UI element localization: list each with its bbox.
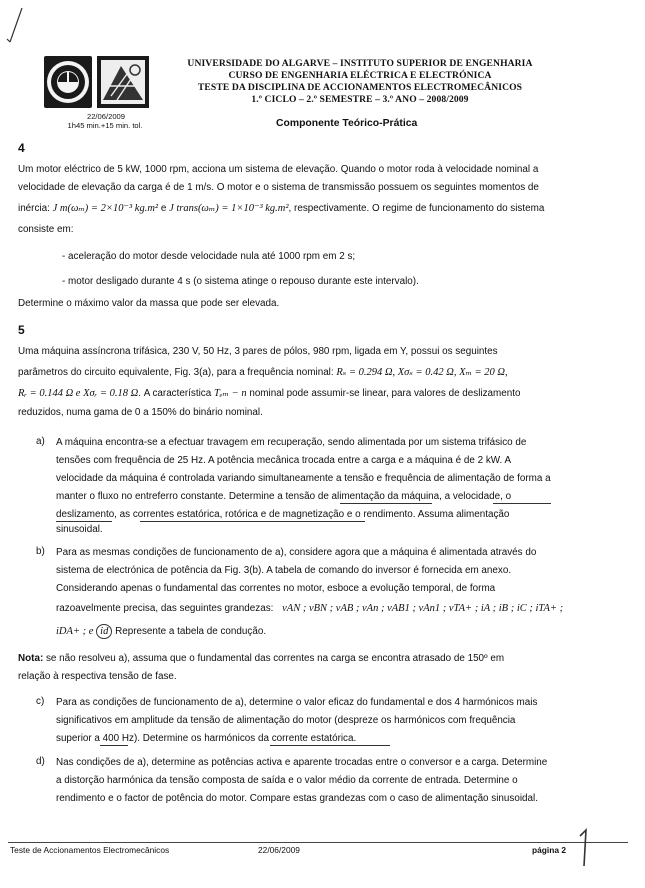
q5-rotor-params: Rᵣ = 0.144 Ω e Xσᵣ = 0.18 Ω	[18, 388, 139, 399]
circled-id: id	[96, 624, 112, 639]
part-b-line: Para as mesmas condições de funcionamento de a), considere agora que a máquina é alimentada através do	[56, 547, 537, 558]
pen-underline	[270, 745, 390, 746]
question-5-number: 5	[18, 323, 25, 337]
pen-underline	[56, 521, 112, 522]
part-d-label: d)	[36, 756, 45, 767]
part-b-last-vars: iDA+ ; e	[56, 626, 94, 637]
part-b-label: b)	[36, 546, 45, 557]
university-logo	[44, 56, 92, 108]
footer-rule	[8, 842, 628, 843]
pen-underline	[493, 503, 551, 504]
university-seal-icon	[44, 56, 92, 108]
q4-inertia-label: inércia:	[18, 203, 50, 214]
part-a-label: a)	[36, 436, 45, 447]
note-line-1	[18, 652, 504, 665]
footer-date: 22/06/2009	[258, 845, 300, 855]
q5-torque-speed: Tₑₘ − n	[213, 388, 247, 399]
header-duration: 1h45 min.+15 min. tol.	[67, 121, 143, 130]
part-a-line: velocidade da máquina é controlada variando simultaneamente a tensão e frequência de alimentação de forma a	[56, 473, 551, 484]
q5-line-4: reduzidos, numa gama de 0 a 150% do binário nominal.	[18, 407, 263, 418]
q5-line-3-rest: nominal pode assumir-se linear, para valores de deslizamento	[249, 388, 521, 399]
q5-line-3	[18, 387, 521, 400]
q4-closing: Determine o máximo valor da massa que pode ser elevada.	[18, 298, 280, 309]
institute-logo	[97, 56, 149, 108]
q5-line-2	[18, 366, 508, 379]
q4-line-4: consiste em:	[18, 224, 74, 235]
part-d-line: rendimento e o factor de potência do motor. Compare estas grandezas com o caso de alimentação sinusoidal.	[56, 793, 538, 804]
q5-characteristic: . A característica	[138, 388, 212, 399]
pen-underline	[140, 521, 365, 522]
q5-stator-params: Rₛ = 0.294 Ω, Xσₛ = 0.42 Ω, Xₘ = 20 Ω,	[336, 367, 508, 378]
q4-line-3	[18, 202, 544, 215]
header-test: TESTE DA DISCIPLINA DE ACCIONAMENTOS ELECTROMECÂNICOS	[197, 82, 523, 93]
part-c-label: c)	[36, 696, 45, 707]
part-a-line: tensões com frequência de 25 Hz. A potência mecânica trocada entre a carga e a máquina é de 2 kW. A	[56, 455, 512, 466]
header-cycle: 1.º CICLO – 2.º SEMESTRE – 3.º ANO – 2008/2009	[251, 94, 469, 105]
part-a-line: deslizamento, as correntes estatórica, rotórica e de magnetização e o rendimento. Assuma alimentação	[56, 509, 510, 520]
handwritten-page-number-icon	[574, 826, 594, 870]
q4-motor-inertia: J m(ωₘ) = 2×10⁻³ kg.m²	[52, 203, 159, 214]
footer-title: Teste de Accionamentos Electromecânicos	[10, 845, 170, 855]
part-a-line: sinusoidal.	[56, 524, 103, 535]
q4-and: e	[160, 203, 167, 214]
part-a-line: manter o fluxo no entreferro constante. Determine a tensão de alimentação da máquina, a velocidade, o	[56, 491, 512, 502]
q4-line-2: velocidade de elevação da carga é de 1 m/s. O motor e o sistema de transmissão possuem os seguintes momentos de	[18, 182, 539, 193]
pen-underline	[100, 745, 128, 746]
component-title: Componente Teórico-Prática	[276, 118, 418, 129]
part-b-last-line	[56, 624, 266, 639]
q4-bullet-1: - aceleração do motor desde velocidade nula até 1000 rpm em 2 s;	[62, 251, 356, 262]
q4-line-3-rest: , respectivamente. O regime de funcionamento do sistema	[288, 203, 545, 214]
part-a-line: A máquina encontra-se a efectuar travagem em recuperação, sendo alimentada por um sistema trifásico de	[56, 437, 527, 448]
question-4-number: 4	[18, 141, 25, 155]
part-c-line: Para as condições de funcionamento de a), determine o valor eficaz do fundamental e dos 4 harmónicos mais	[56, 697, 538, 708]
q5-line-1: Uma máquina assíncrona trifásica, 230 V, 50 Hz, 3 pares de pólos, 980 rpm, ligada em Y, possui os seguintes	[18, 346, 498, 357]
pen-underline	[340, 503, 432, 504]
part-b-vars-line	[56, 602, 563, 615]
q5-params-text: parâmetros do circuito equivalente, Fig. 3(a), para a frequência nominal:	[18, 367, 334, 378]
footer-page: página 2	[532, 845, 566, 855]
pen-mark-icon	[4, 6, 26, 46]
note-label: Nota:	[18, 653, 44, 664]
part-c-line: significativos em amplitude da tensão de alimentação do motor (despreze os harmónicos com frequência	[56, 715, 516, 726]
part-b-line: razoavelmente precisa, das seguintes grandezas:	[56, 603, 274, 614]
part-b-conduction-table: Represente a tabela de condução.	[115, 626, 267, 637]
part-d-line: Nas condições de a), determine as potências activa e aparente trocadas entre o conversor e a carga. Determine	[56, 757, 548, 768]
part-d-line: a distorção harmónica da tensão composta de saída e o valor médio da corrente de entrada. Determine o	[56, 775, 518, 786]
institute-emblem-icon	[97, 56, 149, 108]
header-date: 22/06/2009	[86, 112, 125, 121]
part-c-line: superior a 400 Hz). Determine os harmónicos da corrente estatórica.	[56, 733, 357, 744]
part-b-variables: vAN ; vBN ; vAB ; vAn ; vAB1 ; vAn1 ; vTA+ ; iA ; iB ; iC ; iTA+ ;	[282, 603, 564, 614]
q4-trans-inertia: J trans(ωₘ) = 1×10⁻³ kg.m²	[169, 203, 289, 214]
part-b-line: Considerando apenas o fundamental das correntes no motor, esboce a evolução temporal, de forma	[56, 583, 496, 594]
q4-line-1: Um motor eléctrico de 5 kW, 1000 rpm, acciona um sistema de elevação. Quando o motor roda à velocidade nominal a	[18, 164, 539, 175]
header-course: CURSO DE ENGENHARIA ELÉCTRICA E ELECTRÓNICA	[228, 70, 492, 81]
q4-bullet-2: - motor desligado durante 4 s (o sistema atinge o repouso durante este intervalo).	[62, 276, 419, 287]
note-text: se não resolveu a), assuma que o fundamental das correntes na carga se encontra atrasado de 150º em	[45, 653, 505, 664]
part-b-line: sistema de electrónica de potência da Fig. 3(b). A tabela de comando do inversor é fornecida em anexo.	[56, 565, 512, 576]
note-line-2: relação à respectiva tensão de fase.	[18, 671, 177, 682]
header-university: UNIVERSIDADE DO ALGARVE – INSTITUTO SUPERIOR DE ENGENHARIA	[187, 58, 533, 69]
